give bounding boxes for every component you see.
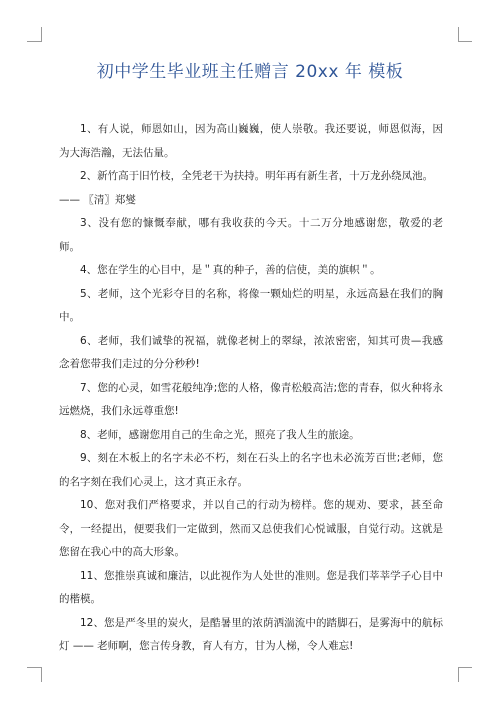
crop-mark-top-right bbox=[458, 41, 472, 42]
paragraph: 5、老师，这个光彩夺目的名称，将像一颗灿烂的明星，永远高悬在我们的胸中。 bbox=[59, 287, 443, 323]
paragraph: 4、您在学生的心目中，是＂真的种子，善的信使，美的旗帜＂。 bbox=[80, 264, 381, 276]
paragraph: 2、新竹高于旧竹枝，全凭老干为扶持。明年再有新生者，十万龙孙绕凤池。 bbox=[80, 170, 434, 182]
crop-mark-bottom-right bbox=[458, 667, 472, 668]
paragraph: 9、刻在木板上的名字未必不朽，刻在石头上的名字也未必流芳百世;老师，您的名字刻在我们心灵上，这才真正永存。 bbox=[59, 452, 443, 488]
attribution: —— 〖清〗郑燮 bbox=[59, 193, 136, 206]
paragraph: 11、您推崇真诚和廉洁，以此视作为人处世的准则。您是我们莘莘学子心目中的楷模。 bbox=[59, 569, 443, 605]
crop-mark-top-right bbox=[458, 27, 459, 42]
document-body bbox=[59, 118, 443, 659]
paragraph: 8、老师，感谢您用自己的生命之光，照亮了我人生的旅途。 bbox=[80, 428, 360, 441]
document-title: 初中学生毕业班主任赠言 20xx 年 模板 bbox=[96, 62, 404, 82]
crop-mark-bottom-left bbox=[27, 667, 41, 668]
paragraph: 12、您是严冬里的炭火，是酷暑里的浓荫洒湍流中的踏脚石，是雾海中的航标灯 —— 老师啊，您言传身教，育人有方，甘为人梯，令人难忘! bbox=[59, 616, 443, 652]
paragraph: 10、您对我们严格要求，并以自己的行动为榜样。您的规劝、要求，甚至命令，一经提出，便要我们一定做到，然而又总使我们心悦诚服，自觉行动。这就是您留在我心中的高大形象。 bbox=[59, 499, 443, 558]
paragraph: 3、没有您的慷慨奉献，哪有我收获的今天。十二万分地感谢您，敬爱的老师。 bbox=[59, 217, 443, 253]
paragraph: 7、您的心灵，如雪花般纯净;您的人格，像青松般高洁;您的青春，似火种将永远燃烧，我们永远尊重您! bbox=[59, 381, 443, 417]
crop-mark-top-left bbox=[41, 27, 42, 42]
crop-mark-bottom-right bbox=[458, 667, 459, 682]
paragraph: 1、有人说，师恩如山，因为高山巍巍，使人崇敬。我还要说，师恩似海，因为大海浩瀚，无法估量。 bbox=[59, 123, 443, 159]
crop-mark-top-left bbox=[27, 41, 41, 42]
paragraph: 6、老师，我们诚挚的祝福，就像老树上的翠绿，浓浓密密，知其可贵—我感念着您带我们走过的分分秒秒! bbox=[59, 334, 443, 370]
crop-mark-bottom-left bbox=[41, 667, 42, 682]
